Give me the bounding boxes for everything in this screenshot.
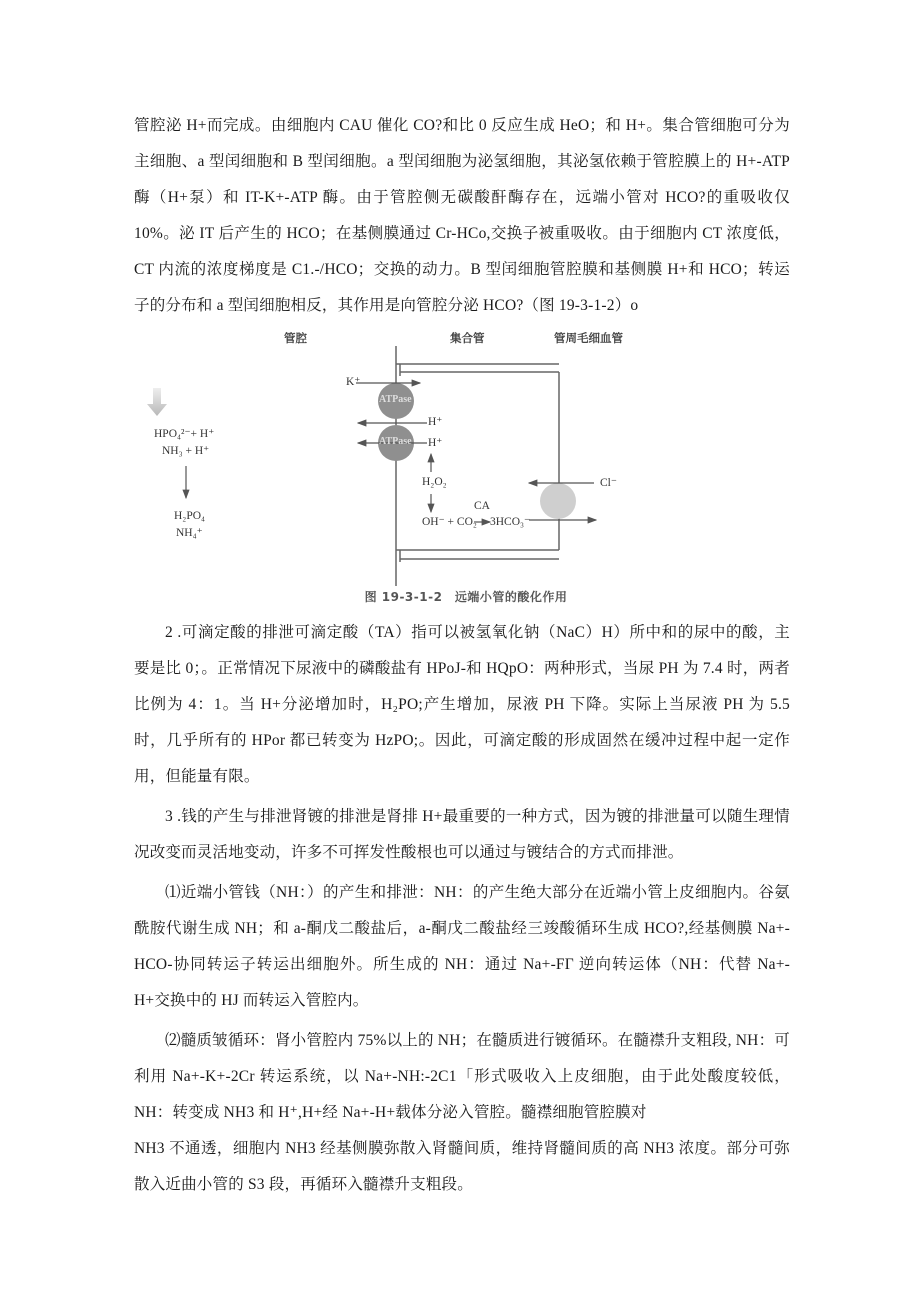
label-h2o2: H₂O₂ (422, 476, 447, 488)
label-h2po4: H₂PO₄ (174, 510, 206, 522)
label-reaction: OH⁻ + CO₂ (422, 516, 477, 528)
document-page (134, 108, 790, 1203)
label-lumen: 管腔 (284, 331, 307, 345)
paragraph-titratable-acid: 2 .可滴定酸的排泄可滴定酸（TA）指可以被氢氧化钠（NaC）H）所中和的尿中的酸，主要是比 0；。正常情况下尿液中的磷酸盐有 HPoJ-和 HQpO：两种形式，当尿 PH 为 7.4 时，两者比例为 4：1。当 H+分泌增加时，H₂PO;产生增加，尿液 PH 下降。实际上当尿液 PH 为 5.5 时，几乎所有的 HPor 都已转变为 HzPO;。因此，可滴定酸的形成固然在缓冲过程中起一定作用，但能量有限。 (134, 624, 790, 785)
label-h-plus-bottom: H⁺ (428, 437, 443, 449)
paragraph-medullary-cycle: ⑵髓质皱循环：肾小管腔内 75%以上的 NH；在髓质进行镀循环。在髓襟升支粗段, NH：可利用 Na+-K+-2Cr 转运系统，以 Na+-NH:-2C1「形式吸收入上皮细胞，由于此处酸度较低，NH：转变成 NH3 和 H⁺,H+经 Na+-H+载体分泌入管腔。髓襟细胞管腔膜对 (134, 1032, 790, 1121)
label-cl-minus: Cl⁻ (600, 477, 617, 489)
figure-caption: 图 19-3-1-2 远端小管的酸化作用 (364, 590, 568, 604)
paragraph-nh3-diffusion: NH3 不通透，细胞内 NH3 经基侧膜弥散入肾髓间质，维持肾髓间质的高 NH3 浓度。部分可弥散入近曲小管的 S3 段，再循环入髓襟升支粗段。 (134, 1140, 790, 1193)
label-nh3: NH₃ + H⁺ (162, 445, 210, 457)
label-h-plus-top: H⁺ (428, 416, 443, 428)
label-k-plus: K⁺ (346, 376, 361, 388)
diagram-lines (134, 326, 790, 588)
label-hco3: 3HCO₃⁻ (490, 516, 531, 528)
label-nh4: NH₄⁺ (176, 527, 203, 539)
label-collecting-duct: 集合管 (450, 331, 485, 345)
label-peritubular-capillary: 管周毛细血管 (554, 331, 623, 345)
paragraph-ammonium-excretion: 3 .钱的产生与排泄肾镀的排泄是肾排 H+最重要的一种方式，因为镀的排泄量可以随生理情况改变而灵活地变动，许多不可挥发性酸根也可以通过与镀结合的方式而排泄。 (134, 808, 790, 861)
label-atpase-bottom: ATPase (379, 436, 412, 447)
figure-distal-tubule-acidification (134, 326, 790, 611)
label-hpo4: HPO₄²⁻+ H⁺ (154, 428, 215, 440)
label-ca: CA (474, 500, 490, 512)
label-atpase-top: ATPase (379, 394, 412, 405)
paragraph-acidification-intro: 管腔泌 H+而完成。由细胞内 CAU 催化 CO?和比 0 反应生成 HeO；和 H+。集合管细胞可分为主细胞、a 型闰细胞和 B 型闰细胞。a 型闰细胞为泌氢细胞，其泌氢依赖于管腔膜上的 H+-ATP 酶（H+泵）和 IT-K+-ATP 酶。由于管腔侧无碳酸酐酶存在，远端小管对 HCO?的重吸收仅 10%。泌 IT 后产生的 HCO；在基侧膜通过 Cr-HCo,交换子被重吸收。由于细胞内 CT 浓度低，CT 内流的浓度梯度是 C1.-/HCO；交换的动力。B 型闰细胞管腔膜和基侧膜 H+和 HCO；转运子的分布和 a 型闰细胞相反，其作用是向管腔分泌 HCO?（图 19-3-1-2）o (134, 117, 790, 314)
paragraph-proximal-ammonium: ⑴近端小管钱（NH：）的产生和排泄：NH：的产生绝大部分在近端小管上皮细胞内。谷氨酰胺代谢生成 NH；和 a-酮戊二酸盐后，a-酮戊二酸盐经三竣酸循环生成 HCO?,经基侧膜 Na+-HCO-协同转运子转运出细胞外。所生成的 NH：通过 Na+-FΓ 逆向转运体（NH：代替 Na+-H+交换中的 HJ 而转运入管腔内。 (134, 884, 790, 1009)
